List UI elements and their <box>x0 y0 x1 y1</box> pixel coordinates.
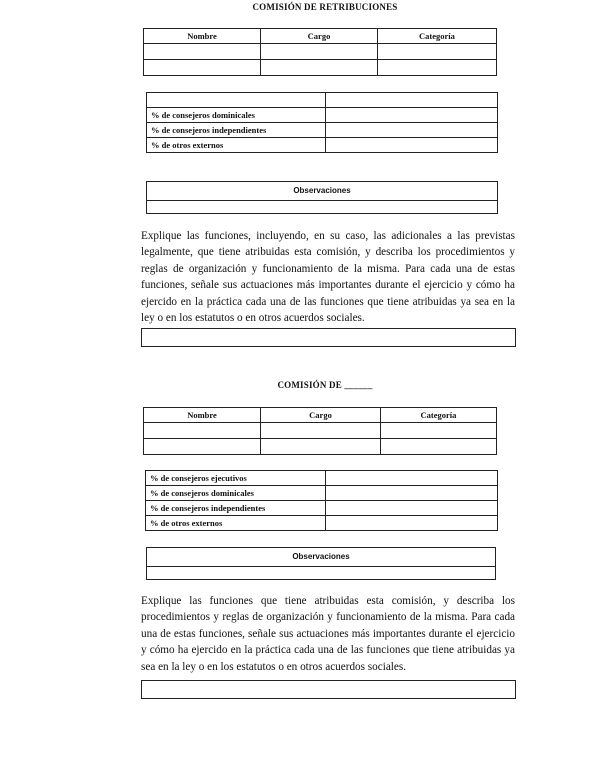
table-cell <box>147 93 326 108</box>
table-header-row <box>144 408 497 423</box>
instructions-paragraph: Explique las funciones, incluyendo, en su caso, las adicionales a las previstas legalmente, que tiene atribuidas esta comisión, y describa los procedimientos y reglas de organización y funcionamiento de la misma. Para cada una de estas funciones, señale sus actuaciones más importantes durante el ejercicio y cómo ha ejercido en la práctica cada una de las funciones que tiene atribuidas ya sea en la ley o en los estatutos o en otros acuerdos sociales. <box>141 230 515 325</box>
value-cell[interactable] <box>326 123 498 138</box>
answer-field[interactable] <box>141 680 516 699</box>
row-label: % de consejeros independientes <box>147 123 326 138</box>
table-cell[interactable] <box>144 423 261 439</box>
row-label: % de otros externos <box>146 516 326 531</box>
row-label: % de consejeros independientes <box>146 501 326 516</box>
section-title: COMISIÓN DE RETRIBUCIONES <box>252 2 398 12</box>
table-cell[interactable] <box>378 44 497 60</box>
value-cell[interactable] <box>326 516 498 531</box>
observations-label: Observaciones <box>147 548 495 567</box>
row-label: % de consejeros ejecutivos <box>146 471 326 486</box>
table-cell[interactable] <box>381 423 497 439</box>
table-row <box>147 123 498 138</box>
table-cell[interactable] <box>144 60 261 76</box>
table-cell[interactable] <box>144 44 261 60</box>
column-header-categoria: Categoría <box>378 29 497 44</box>
table-cell[interactable] <box>326 93 498 108</box>
observations-box <box>146 547 496 580</box>
value-cell[interactable] <box>326 471 498 486</box>
table-row <box>146 471 498 486</box>
observations-field[interactable] <box>147 567 495 579</box>
table-cell[interactable] <box>261 60 378 76</box>
table-row <box>144 60 497 76</box>
row-label: % de consejeros dominicales <box>147 108 326 123</box>
value-cell[interactable] <box>326 486 498 501</box>
observations-box <box>146 181 498 214</box>
table-cell[interactable] <box>261 423 381 439</box>
value-cell[interactable] <box>326 138 498 153</box>
table-row <box>147 93 498 108</box>
table-row <box>146 486 498 501</box>
members-table <box>143 407 497 455</box>
table-cell[interactable] <box>144 439 261 455</box>
table-row <box>144 439 497 455</box>
table-row <box>146 501 498 516</box>
column-header-nombre: Nombre <box>144 29 261 44</box>
column-header-categoria: Categoría <box>381 408 497 423</box>
row-label: % de otros externos <box>147 138 326 153</box>
table-cell[interactable] <box>378 60 497 76</box>
composition-table <box>146 92 498 153</box>
answer-field[interactable] <box>141 328 516 347</box>
table-header-row <box>144 29 497 44</box>
observations-field[interactable] <box>147 201 497 213</box>
column-header-cargo: Cargo <box>261 29 378 44</box>
row-label: % de consejeros dominicales <box>146 486 326 501</box>
table-row <box>147 108 498 123</box>
instructions-paragraph: Explique las funciones que tiene atribuidas esta comisión, y describa los procedimientos y reglas de organización y funcionamiento de la misma. Para cada una de estas funciones, señale sus actuaciones más importantes durante el ejercicio y cómo ha ejercido en la práctica cada una de las funciones que tiene atribuidas ya sea en la ley o en los estatutos o en otros acuerdos sociales. <box>141 595 515 673</box>
observations-label: Observaciones <box>147 182 497 201</box>
table-cell[interactable] <box>261 44 378 60</box>
table-cell[interactable] <box>381 439 497 455</box>
table-row <box>144 44 497 60</box>
column-header-cargo: Cargo <box>261 408 381 423</box>
column-header-nombre: Nombre <box>144 408 261 423</box>
table-row <box>147 138 498 153</box>
value-cell[interactable] <box>326 108 498 123</box>
table-cell[interactable] <box>261 439 381 455</box>
section-title: COMISIÓN DE ______ <box>277 380 373 390</box>
table-row <box>144 423 497 439</box>
table-row <box>146 516 498 531</box>
composition-table <box>145 470 498 531</box>
value-cell[interactable] <box>326 501 498 516</box>
members-table <box>143 28 497 76</box>
